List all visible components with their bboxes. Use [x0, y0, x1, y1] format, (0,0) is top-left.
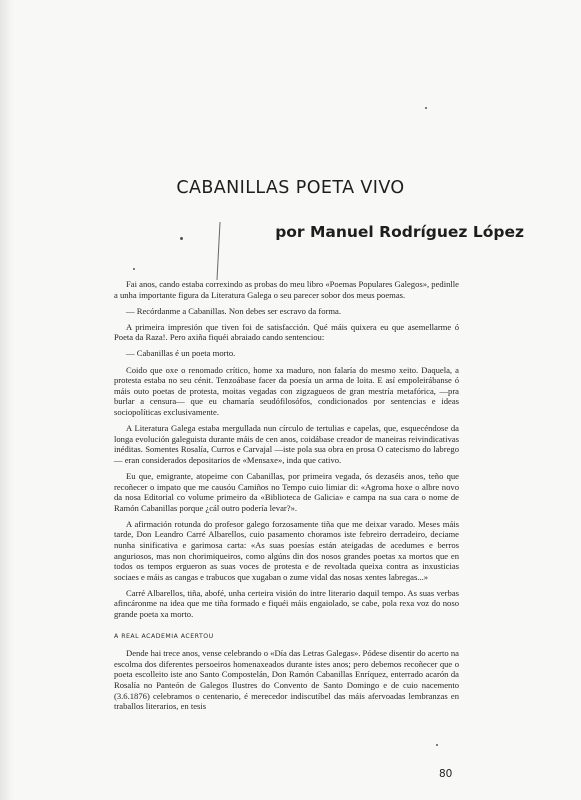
- paragraph: A afirmación rotunda do profesor galego forzosamente tiña que me deixar varado. Meses máis tarde, Don Leandro Carré Albarellos, cuio pasamento choramos iste febreiro derradeiro, deciame nunha sinificativa e garimosa carta: «As suas poesías están ateigadas de acedumes e berros anguriosos, mas non chorimiqueiros, como algúns din dos nosos grandes poetas xa mortos que en todos os tempos ergueron as suas voces de protesta e de revoltada queixa contra as inxusticias sociaes e máis as cangas e trabucos que xugaban o zume vidal das nosas xentes labregas...»: [114, 518, 459, 582]
- article-title: CABANILLAS POETA VIVO: [176, 178, 405, 198]
- ink-speck: [425, 107, 427, 109]
- paragraph: Fai anos, cando estaba correxindo as probas do meu libro «Poemas Populares Galegos», pedinlle a unha importante figura da Literatura Galega o seu parecer sobor dos meus poemas.: [114, 279, 459, 300]
- paragraph: Coido que oxe o renomado crítico, home xa maduro, non falaría do mesmo xeito. Daquela, a protesta estaba no seu cénit. Tenzoábase facer da poesía un arma de loita. E así empoleirábanse ó máis outo poetas de protesta, moitas vegadas con zigzagueos de gran mestría metafórica, —pra burlar a censura— que eu chamaría seudófilosófos, condicionados por sentencias e ideas sociopolíticas exclusivamente.: [114, 364, 459, 417]
- page-number: 80: [439, 768, 453, 780]
- ink-speck: [436, 744, 438, 746]
- article-body: [114, 279, 459, 717]
- ink-speck: [180, 237, 183, 240]
- paragraph: — Recórdanme a Cabanillas. Non debes ser escravo da forma.: [126, 305, 342, 316]
- section-heading: A REAL ACADEMIA ACERTOU: [114, 632, 214, 640]
- article-author: por Manuel Rodríguez López: [275, 223, 524, 241]
- paragraph: A primeira impresión que tiven foi de satisfacción. Qué máis quixera eu que asemellarme ó Poeta da Raza!. Pero axiña fiquéi abraiado cando sentenciou:: [114, 321, 459, 343]
- ink-speck: [133, 268, 135, 270]
- paragraph: Eu que, emigrante, atopeime con Cabanillas, por primeira vegada, ós dezaséis anos, teño que recoñecer o impato que me causóu Camiños no Tempo cuio limiar di: «Agroma hoxe o albre novo da nosa Editorial co volume primeiro da «Biblioteca de Galicia» e campa na sua cara o nome de Ramón Cabanillas porque ¿cál outro podería levar?».: [114, 470, 459, 513]
- pencil-mark: [216, 222, 220, 280]
- paragraph: Carré Albarellos, tiña, abofé, unha certeira visión do intre literario daquil tempo. As suas verbas afincáronme na idea que me tiña formado e fiquéi máis engaiolado, se cabe, pola rexa voz do noso grande poeta xa morto.: [114, 587, 459, 620]
- paragraph: Dende hai trece anos, vense celebrando o «Día das Letras Galegas». Pódese disentir do acerto na escolma dos diferentes persoeiros homenaxeados durante istes anos; pero debemos recoñecer que o poeta escolleito iste ano Santo Compostelán, Don Ramón Cabanillas Enríquez, enterrado acarón da Rosalía no Panteón de Galegos Ilustres do Convento de Santo Domingo e de cuio nacemento (3.6.1876) celebramos o centenario, é merecedor indiscutíbel das máis afervoadas lembranzas en traballos literarios, en tesis: [114, 648, 459, 712]
- paragraph: — Cabanillas é un poeta morto.: [126, 348, 236, 359]
- scan-edge-shadow: [0, 0, 16, 800]
- paragraph: A Literatura Galega estaba mergullada nun círculo de tertulias e capelas, que, esquecéndose da longa evolución galeguista durante máis de cen anos, coidábase creador de maneiras reivindicativas inéditas. Somentes Rosalía, Curros e Carvajal —iste pola sua obra en prosa O catecismo do labrego— eran considerados depositarios de «Mensaxe», inda que cativo.: [114, 423, 459, 465]
